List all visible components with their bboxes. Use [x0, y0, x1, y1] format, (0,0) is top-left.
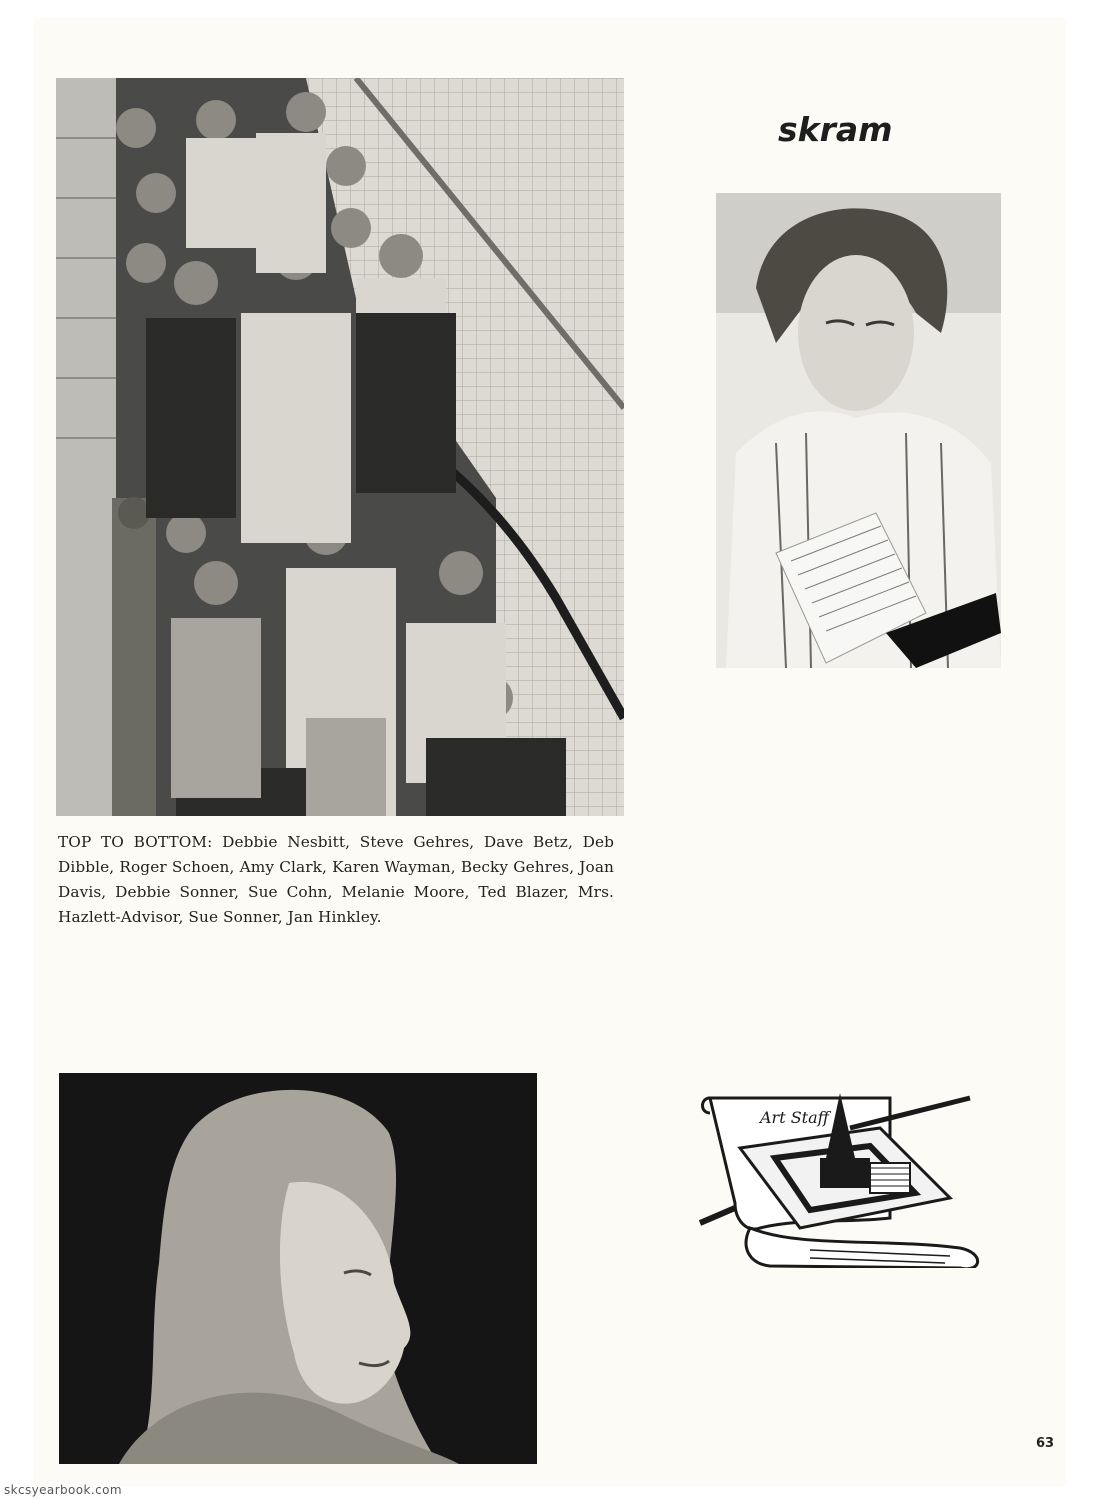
section-title: skram — [778, 110, 893, 149]
art-staff-logo — [690, 1088, 980, 1268]
group-photo-image — [56, 78, 624, 816]
boy-reading-photo — [716, 193, 1001, 668]
group-photo-caption: TOP TO BOTTOM: Debbie Nesbitt, Steve Gehres, Dave Betz, Deb Dibble, Roger Schoen, Amy Clark, Karen Wayman, Becky Gehres, Joan Davis, Debbie Sonner, Sue Cohn, Melanie Moore, Ted Blazer, Mrs. Hazlett-Advisor, Sue Sonner, Jan Hinkley. — [58, 833, 614, 926]
girl-profile-photo — [59, 1073, 537, 1464]
art-staff-logo-text: Art Staff — [760, 1108, 829, 1127]
watermark: skcsyearbook.com — [4, 1483, 122, 1497]
group-photo — [56, 78, 624, 816]
girl-profile-photo-image — [59, 1073, 537, 1464]
page-number: 63 — [1036, 1436, 1055, 1451]
boy-reading-photo-image — [716, 193, 1001, 668]
art-staff-logo-drawing — [690, 1088, 980, 1268]
